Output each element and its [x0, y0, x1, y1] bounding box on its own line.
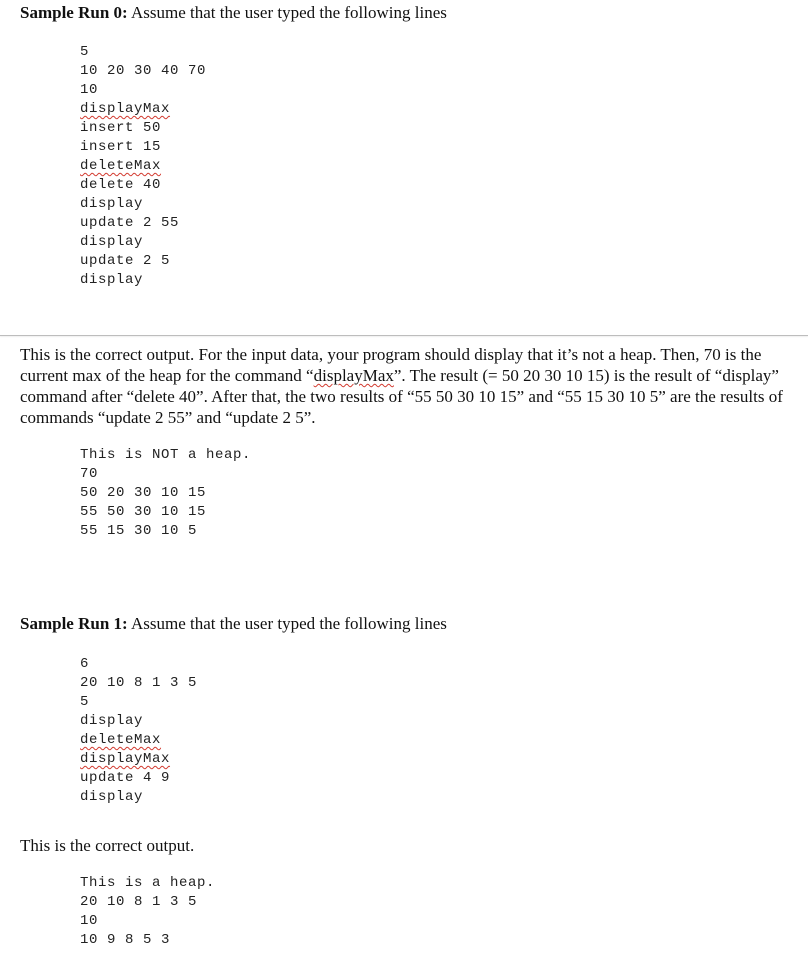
input-line: update 4 9 — [80, 770, 171, 786]
input-line: update 2 5 — [80, 253, 171, 269]
sample-run-1-heading — [20, 614, 447, 634]
output-line: 55 15 30 10 5 — [80, 523, 198, 539]
sample-run-0-heading — [20, 3, 447, 23]
input-line: display — [80, 234, 144, 250]
input-line: deleteMax — [80, 158, 162, 174]
sample-run-1-intro: Assume that the user typed the following lines — [127, 614, 447, 633]
input-line: displayMax — [80, 101, 171, 117]
sample-run-0-label: Sample Run 0: — [20, 3, 128, 22]
input-line: 20 10 8 1 3 5 — [80, 675, 198, 691]
input-line: insert 15 — [80, 139, 162, 155]
input-line: update 2 55 — [80, 215, 180, 231]
input-line: deleteMax — [80, 732, 162, 748]
input-line: 5 — [80, 694, 90, 710]
input-line: display — [80, 713, 144, 729]
output-line: This is a heap. — [80, 875, 216, 891]
input-line: 10 20 30 40 70 — [80, 63, 207, 79]
sample-run-0-output-block — [80, 446, 251, 541]
output-line: 20 10 8 1 3 5 — [80, 894, 198, 910]
output-line: 50 20 30 10 15 — [80, 485, 207, 501]
input-line: insert 50 — [80, 120, 162, 136]
sample-run-0-explanation — [20, 344, 798, 428]
output-line: 70 — [80, 466, 99, 482]
input-line: display — [80, 789, 144, 805]
input-line: displayMax — [80, 751, 171, 767]
section-divider — [0, 335, 808, 336]
output-line: 10 9 8 5 3 — [80, 932, 171, 948]
output-line: 10 — [80, 913, 99, 929]
sample-run-1-input-block — [80, 655, 197, 807]
sample-run-0-intro: Assume that the user typed the following lines — [127, 3, 447, 22]
sample-run-1-explanation: This is the correct output. — [20, 836, 195, 855]
input-line: display — [80, 272, 144, 288]
output-line: 55 50 30 10 15 — [80, 504, 207, 520]
input-line: 5 — [80, 44, 90, 60]
sample-run-0-input-block — [80, 43, 206, 290]
explanation-command: displayMax — [313, 366, 394, 385]
input-line: delete 40 — [80, 177, 162, 193]
sample-run-1-label: Sample Run 1: — [20, 614, 128, 633]
explanation-text: This is the correct output. For the input data, your program should display that it’s not a heap. Then, 70 is the current max of the heap for the command “ — [20, 345, 762, 385]
input-line: 10 — [80, 82, 99, 98]
explanation-text: ”. The result (= 50 20 30 10 15) is the result of “display” command after “delete 40”. After that, the two results of “55 50 30 10 15” and “55 15 30 10 5” are the results of commands “update 2 55” and “update 2 5”. — [20, 366, 783, 427]
sample-run-1-output-block — [80, 874, 215, 950]
input-line: display — [80, 196, 144, 212]
output-line: This is NOT a heap. — [80, 447, 252, 463]
input-line: 6 — [80, 656, 90, 672]
